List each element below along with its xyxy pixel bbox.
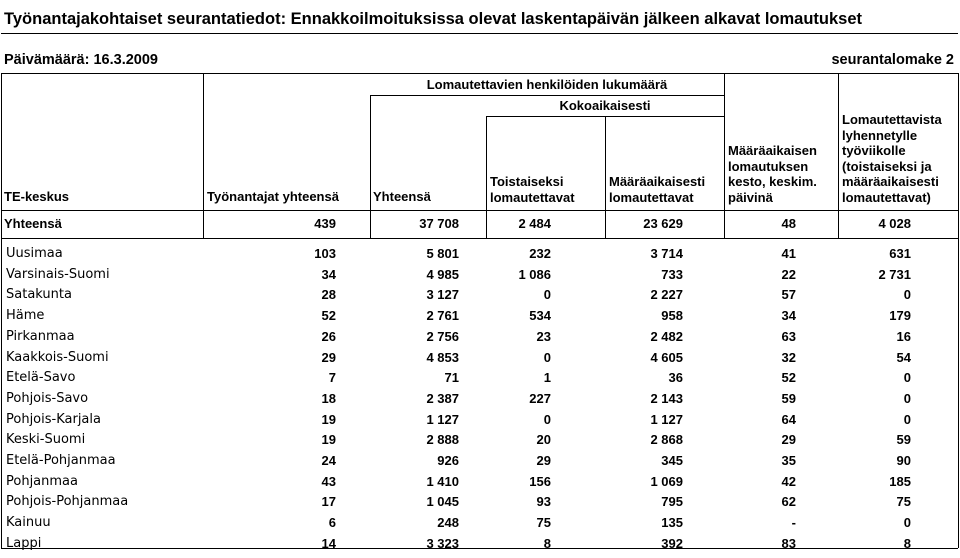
cell-shortened: 90 (896, 453, 911, 468)
cell-duration: - (791, 515, 796, 531)
cell-employers: 17 (321, 494, 336, 510)
cell-duration: 57 (781, 287, 796, 303)
cell-duration: 52 (781, 370, 796, 386)
header-total: Yhteensä (373, 189, 431, 204)
cell-employers: 103 (314, 246, 336, 261)
table-left-border (1, 73, 2, 548)
region-name: Uusimaa (6, 246, 63, 261)
grid-line (203, 73, 204, 238)
cell-employers: 28 (321, 287, 336, 303)
cell-fixed-term: 1 127 (650, 411, 683, 427)
cell-total: 2 387 (426, 390, 459, 406)
cell-duration: 29 (781, 432, 796, 448)
cell-fixed-term: 36 (668, 370, 683, 386)
header-indefinite: Toistaiseksi lomautettavat (490, 174, 575, 205)
cell-shortened: 54 (896, 349, 911, 365)
table-right-border (958, 73, 959, 548)
cell-shortened: 16 (896, 328, 911, 344)
totals-label: Yhteensä (4, 216, 62, 231)
cell-shortened: 0 (903, 390, 911, 406)
region-name: Satakunta (6, 287, 72, 303)
cell-total: 1 410 (426, 473, 459, 489)
cell-shortened: 179 (889, 308, 911, 324)
grid-line (605, 116, 606, 238)
cell-indefinite: 1 086 (518, 266, 551, 282)
cell-total: 2 756 (426, 328, 459, 344)
cell-shortened: 631 (889, 246, 911, 261)
cell-total: 71 (444, 370, 459, 386)
title-rule (1, 33, 958, 34)
cell-fixed-term: 135 (661, 515, 683, 531)
cell-shortened: 185 (889, 473, 911, 489)
totals-total: 37 708 (419, 216, 459, 231)
cell-fixed-term: 345 (661, 453, 683, 468)
cell-total: 1 127 (426, 411, 459, 427)
cell-fixed-term: 2 143 (650, 390, 683, 406)
cell-shortened: 2 731 (878, 266, 911, 282)
totals-fixed-term: 23 629 (643, 216, 683, 231)
cell-total: 1 045 (426, 494, 459, 510)
cell-employers: 19 (321, 432, 336, 448)
cell-indefinite: 1 (543, 370, 551, 386)
table-bottom-rule (1, 548, 958, 549)
region-name: Pohjois-Savo (6, 390, 89, 406)
cell-duration: 34 (781, 308, 796, 324)
cell-duration: 62 (781, 494, 796, 510)
cell-total: 3 127 (426, 287, 459, 303)
cell-employers: 43 (321, 473, 336, 489)
header-group-top: Lomautettavien henkilöiden lukumäärä (426, 77, 668, 92)
cell-fixed-term: 3 714 (650, 246, 683, 261)
cell-total: 3 323 (426, 535, 459, 551)
cell-shortened: 0 (903, 411, 911, 427)
cell-fixed-term: 958 (661, 308, 683, 324)
cell-shortened: 8 (903, 535, 911, 551)
cell-employers: 29 (321, 349, 336, 365)
cell-duration: 42 (781, 473, 796, 489)
cell-total: 4 985 (426, 266, 459, 282)
cell-duration: 83 (781, 535, 796, 551)
cell-fixed-term: 4 605 (650, 349, 683, 365)
cell-fixed-term: 392 (661, 535, 683, 551)
region-name: Häme (6, 308, 45, 324)
region-name: Varsinais-Suomi (6, 266, 110, 282)
cell-indefinite: 75 (536, 515, 551, 531)
header-shortened: Lomautettavista lyhennetylle työviikolle (toistaiseksi ja määräaikaisesti lomautettavat) (842, 112, 942, 205)
cell-indefinite: 0 (543, 349, 551, 365)
region-name: Etelä-Pohjanmaa (6, 453, 116, 468)
cell-duration: 64 (781, 411, 796, 427)
cell-employers: 19 (321, 411, 336, 427)
region-name: Kainuu (6, 515, 51, 531)
cell-total: 4 853 (426, 349, 459, 365)
cell-indefinite: 156 (529, 473, 551, 489)
cell-fixed-term: 2 227 (650, 287, 683, 303)
cell-employers: 26 (321, 328, 336, 344)
region-name: Etelä-Savo (6, 370, 76, 386)
cell-employers: 52 (321, 308, 336, 324)
totals-duration: 48 (781, 216, 796, 231)
cell-indefinite: 23 (536, 328, 551, 344)
cell-indefinite: 29 (536, 453, 551, 468)
cell-shortened: 59 (896, 432, 911, 448)
cell-indefinite: 20 (536, 432, 551, 448)
cell-employers: 18 (321, 390, 336, 406)
cell-employers: 34 (321, 266, 336, 282)
cell-indefinite: 93 (536, 494, 551, 510)
region-name: Pirkanmaa (6, 328, 75, 344)
region-name: Kaakkois-Suomi (6, 349, 109, 365)
cell-employers: 24 (321, 453, 336, 468)
cell-shortened: 0 (903, 370, 911, 386)
cell-employers: 6 (328, 515, 336, 531)
totals-shortened: 4 028 (878, 216, 911, 231)
page-title: Työnantajakohtaiset seurantatiedot: Ennakkoilmoituksissa olevat laskentapäivän jälkeen alkavat lomautukset (4, 10, 862, 28)
cell-indefinite: 534 (529, 308, 551, 324)
cell-duration: 63 (781, 328, 796, 344)
cell-total: 248 (437, 515, 459, 531)
cell-indefinite: 232 (529, 246, 551, 261)
header-group-sub: Kokoaikaisesti (559, 98, 651, 113)
cell-employers: 14 (321, 535, 336, 551)
cell-total: 5 801 (426, 246, 459, 261)
region-name: Keski-Suomi (6, 432, 86, 448)
totals-employers: 439 (314, 216, 336, 231)
report-date: Päivämäärä: 16.3.2009 (4, 52, 158, 68)
cell-indefinite: 227 (529, 390, 551, 406)
cell-fixed-term: 1 069 (650, 473, 683, 489)
cell-fixed-term: 2 482 (650, 328, 683, 344)
cell-indefinite: 8 (543, 535, 551, 551)
region-name: Pohjois-Karjala (6, 411, 101, 427)
cell-fixed-term: 2 868 (650, 432, 683, 448)
group-rule (370, 95, 724, 96)
grid-line (370, 95, 371, 238)
cell-indefinite: 0 (543, 287, 551, 303)
cell-fixed-term: 733 (661, 266, 683, 282)
cell-total: 926 (437, 453, 459, 468)
cell-duration: 32 (781, 349, 796, 365)
region-name: Pohjanmaa (6, 473, 78, 489)
cell-duration: 59 (781, 390, 796, 406)
cell-shortened: 0 (903, 515, 911, 531)
cell-shortened: 0 (903, 287, 911, 303)
grid-line (838, 73, 839, 238)
cell-employers: 7 (328, 370, 336, 386)
form-name: seurantalomake 2 (831, 52, 954, 68)
header-fixed-term: Määräaikaisesti lomautettavat (609, 174, 706, 205)
cell-total: 2 761 (426, 308, 459, 324)
cell-duration: 41 (781, 246, 796, 261)
header-employers: Työnantajat yhteensä (207, 189, 339, 204)
grid-line (486, 116, 487, 238)
cell-total: 2 888 (426, 432, 459, 448)
totals-bottom-rule (1, 238, 958, 239)
cell-indefinite: 0 (543, 411, 551, 427)
header-duration: Määräaikaisen lomautuksen kesto, keskim. päivinä (728, 143, 817, 205)
cell-duration: 35 (781, 453, 796, 468)
cell-fixed-term: 795 (661, 494, 683, 510)
cell-shortened: 75 (896, 494, 911, 510)
header-bottom-rule (1, 210, 958, 211)
region-name: Pohjois-Pohjanmaa (6, 494, 129, 510)
cell-duration: 22 (781, 266, 796, 282)
header-te-keskus: TE-keskus (4, 189, 70, 204)
totals-indefinite: 2 484 (518, 216, 551, 231)
grid-line (724, 73, 725, 238)
region-name: Lappi (6, 535, 42, 551)
header-top-rule (1, 73, 958, 74)
